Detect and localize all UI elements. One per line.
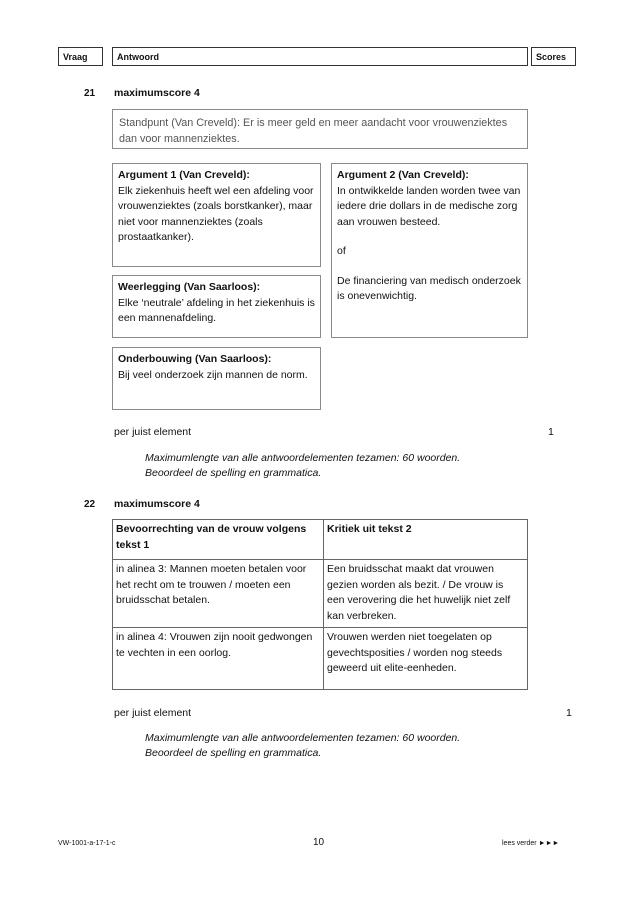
q22-note-spelling: Beoordeel de spelling en grammatica. <box>145 747 322 759</box>
q22-title: maximumscore 4 <box>114 498 200 510</box>
q21-argument2-text1: In ontwikkelde landen worden twee van iedere drie dollars in de medische zorg aan vrouwen besteed. <box>337 184 521 228</box>
q22-row2-left: in alinea 4: Vrouwen zijn nooit gedwongen te vechten in een oorlog. <box>113 628 324 690</box>
q21-per-element: per juist element <box>114 426 192 438</box>
q21-argument1-box <box>112 163 321 267</box>
header-scores-cell: Scores <box>531 47 576 66</box>
q21-standpunt-text: Standpunt (Van Creveld): Er is meer geld en meer aandacht voor vrouwenziektes dan voor mannenziektes. <box>119 117 508 145</box>
q22-per-element: per juist element <box>114 707 192 719</box>
q22-row1-right: Een bruidsschat maakt dat vrouwen gezien worden als bezit. / De vrouw is een verovering die het huwelijk niet zelf kan verbreken. <box>324 560 528 628</box>
q22-row1-left: in alinea 3: Mannen moeten betalen voor het recht om te trouwen / moeten een bruidsschat betalen. <box>113 560 324 628</box>
q22-col1-header: Bevoorrechting van de vrouw volgens tekst 1 <box>113 520 324 560</box>
footer-page-number: 10 <box>313 837 325 848</box>
footer-next-indicator: lees verder ►►► <box>502 840 560 847</box>
q22-criteria-table <box>112 519 528 690</box>
table-header-row <box>113 520 528 560</box>
table-row <box>113 628 528 690</box>
q21-argument2-heading: Argument 2 (Van Creveld): <box>337 169 469 181</box>
q21-argument2-or: of <box>337 245 346 257</box>
q21-note-length: Maximumlengte van alle antwoordelementen tezamen: 60 woorden. <box>145 452 461 464</box>
q22-per-score: 1 <box>566 707 572 719</box>
q21-argument1-heading: Argument 1 (Van Creveld): <box>118 169 250 181</box>
q21-argument2-box <box>331 163 528 338</box>
q21-weerlegging-heading: Weerlegging (Van Saarloos): <box>118 281 261 293</box>
q21-title: maximumscore 4 <box>114 87 200 99</box>
q22-col2-header: Kritiek uit tekst 2 <box>324 520 528 560</box>
q21-onderbouwing-text: Bij veel onderzoek zijn mannen de norm. <box>118 368 308 381</box>
q21-onderbouwing-box <box>112 347 321 410</box>
table-row <box>113 560 528 628</box>
q21-note-spelling: Beoordeel de spelling en grammatica. <box>145 467 322 479</box>
q21-per-score: 1 <box>548 426 554 438</box>
footer-code: VW-1001-a-17-1-c <box>58 840 116 847</box>
q22-note-length: Maximumlengte van alle antwoordelementen tezamen: 60 woorden. <box>145 732 461 744</box>
header-antwoord-cell: Antwoord <box>112 47 528 66</box>
q21-standpunt-box <box>112 109 528 149</box>
q21-weerlegging-text: Elke ‘neutrale’ afdeling in het ziekenhuis is een mannenafdeling. <box>118 296 315 324</box>
q21-weerlegging-box <box>112 275 321 338</box>
q21-number: 21 <box>84 88 96 99</box>
q21-argument1-text: Elk ziekenhuis heeft wel een afdeling voor vrouwenziektes (zoals borstkanker), maar niet voor mannenziektes (zoals prostaatkanker). <box>118 184 314 243</box>
q22-row2-right: Vrouwen werden niet toegelaten op gevechtsposities / worden nog steeds geweerd uit elite-eenheden. <box>324 628 528 690</box>
q22-number: 22 <box>84 499 96 510</box>
header-vraag-cell: Vraag <box>58 47 103 66</box>
q21-onderbouwing-heading: Onderbouwing (Van Saarloos): <box>118 353 272 365</box>
q21-argument2-text2: De financiering van medisch onderzoek is onevenwichtig. <box>337 274 521 302</box>
